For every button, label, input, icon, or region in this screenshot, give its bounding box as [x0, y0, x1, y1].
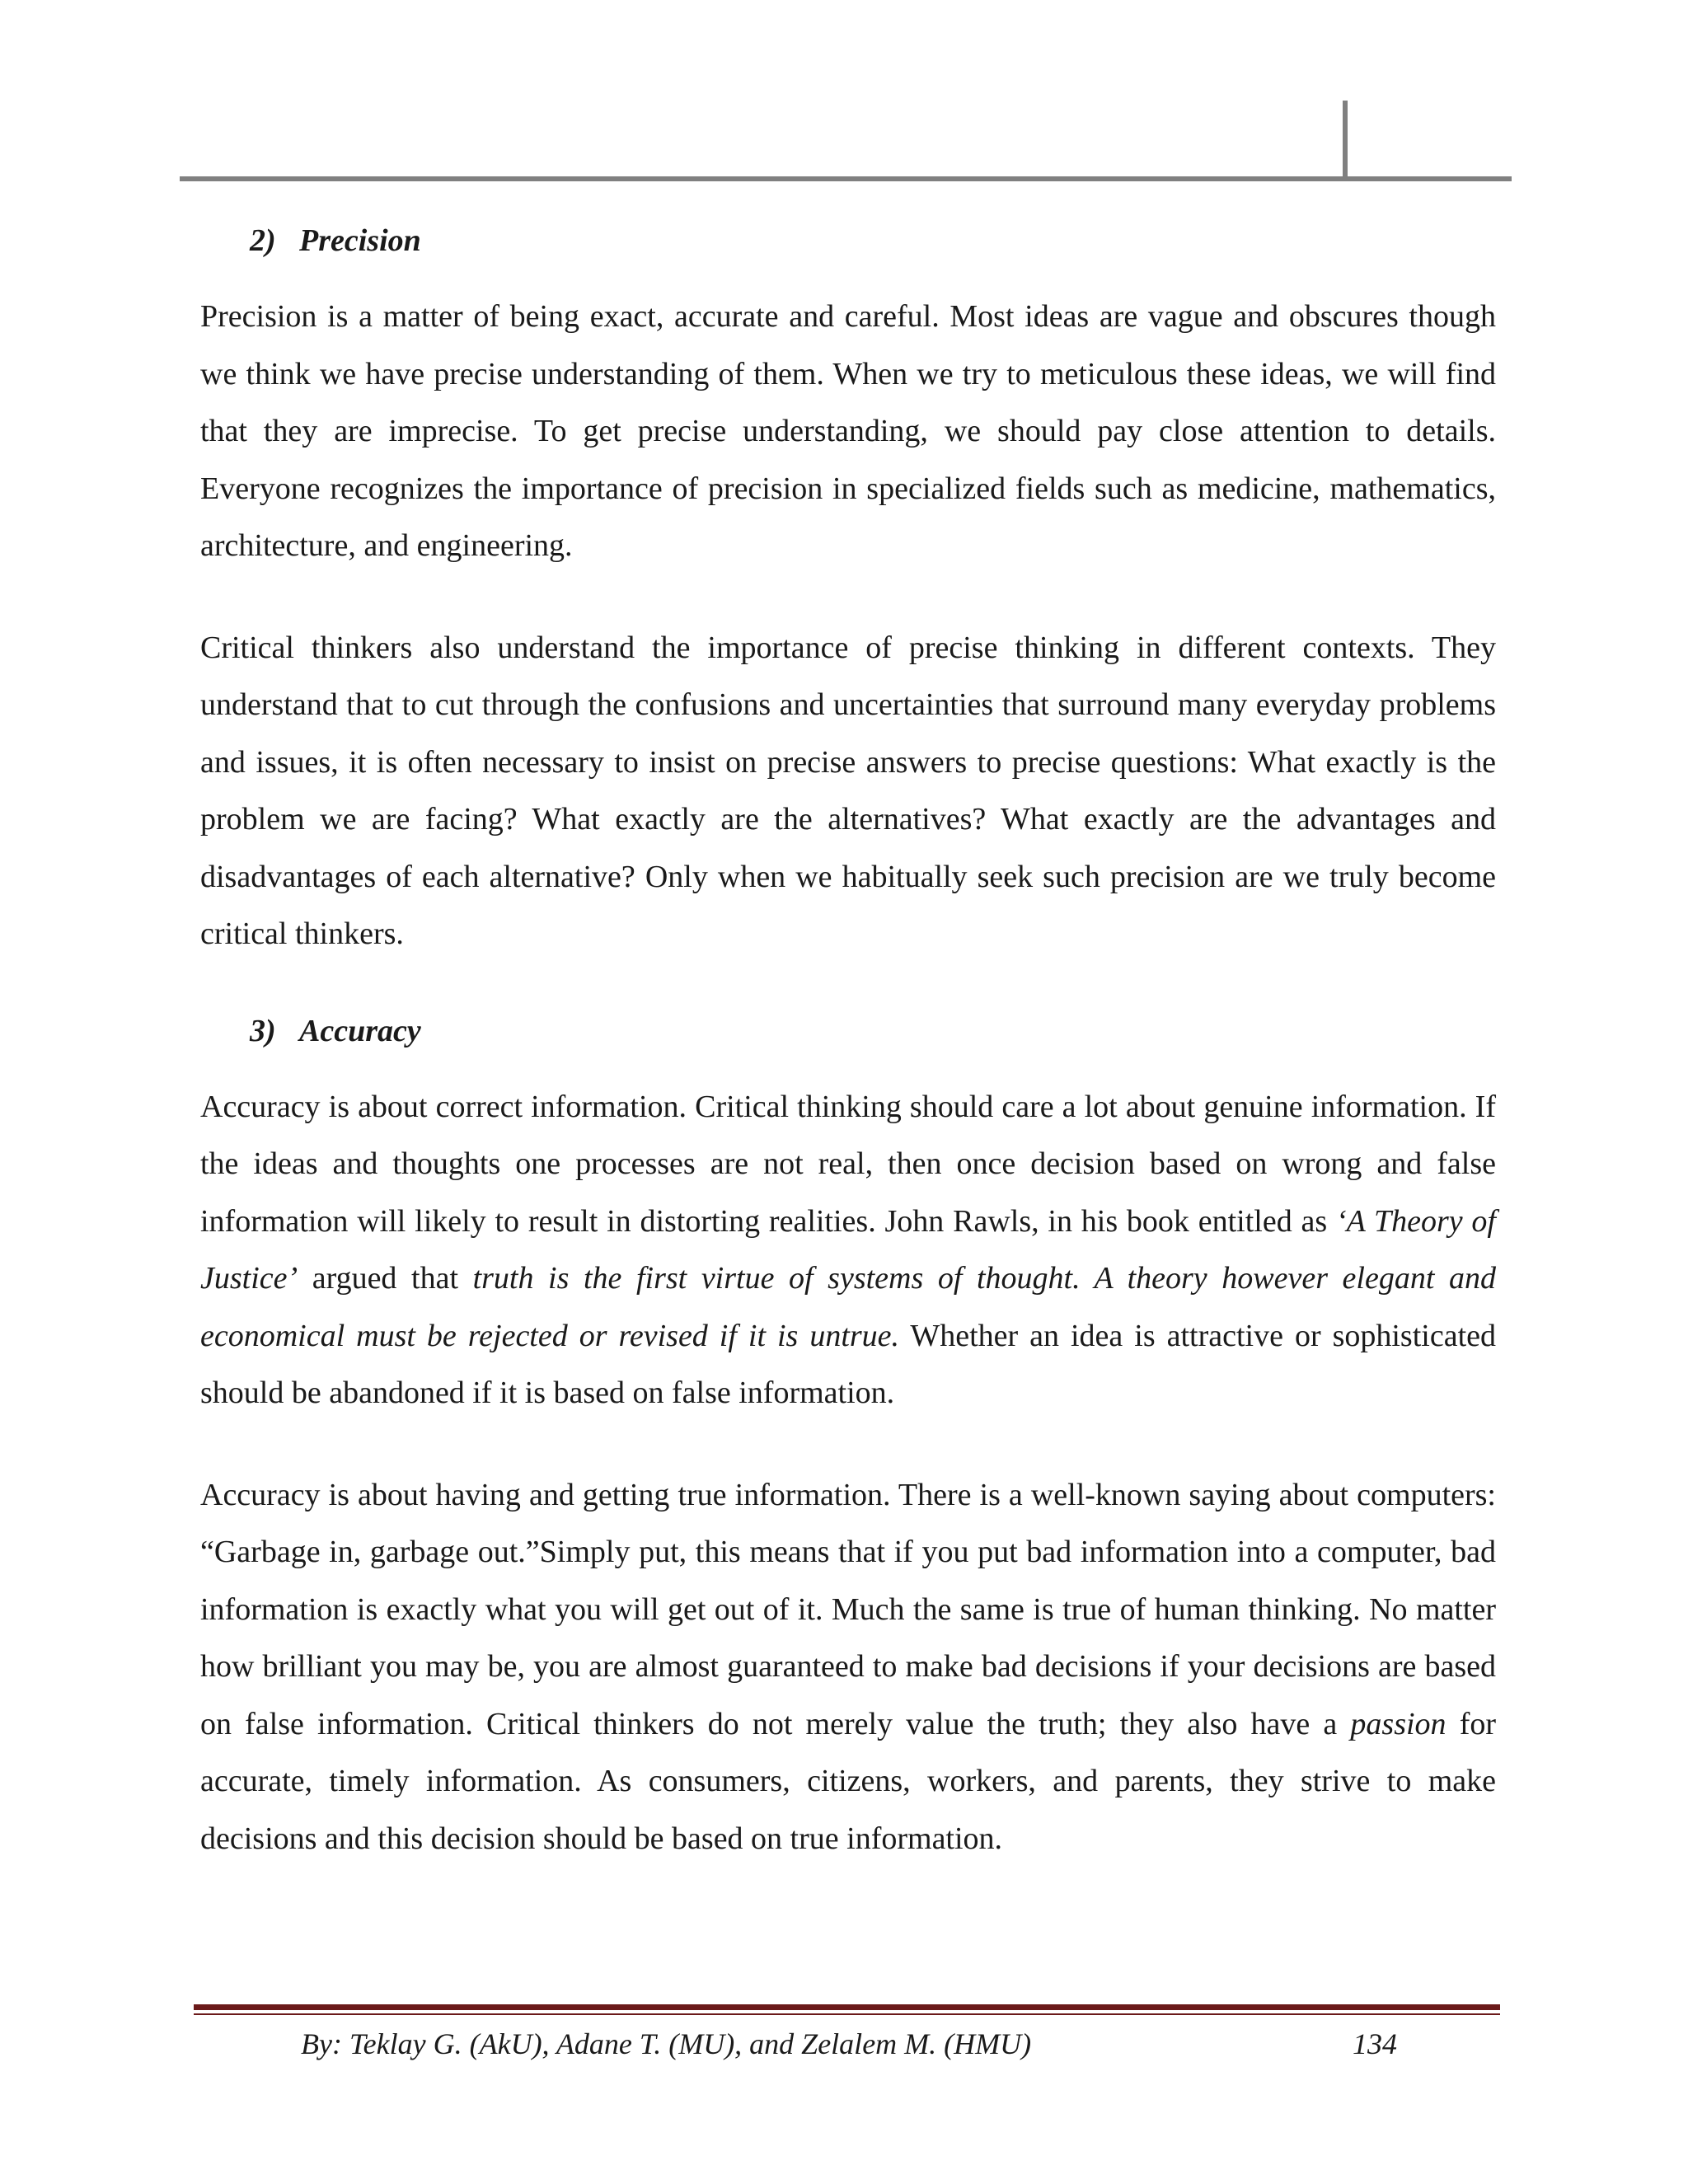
paragraph: Critical thinkers also understand the importance of precise thinking in different contexts. They understand that to cut through the confusions and uncertainties that surround many everyday problems and issues, it is often necessary to insist on precise answers to precise questions: What exactly is the problem we are facing? What exactly are the alternatives? What exactly are the advantages and disadvantages of each alternative? Only when we habitually seek such precision are we truly become critical thinkers.: [200, 630, 1496, 951]
paragraph: Precision is a matter of being exact, accurate and careful. Most ideas are vague and obscures though we think we have precise understanding of them. When we try to meticulous these ideas, we will find that they are imprecise. To get precise understanding, we should pay close attention to details. Everyone recognizes the importance of precision in specialized fields such as medicine, mathematics, architecture, and engineering.: [200, 299, 1496, 563]
page-content: [200, 211, 1496, 1868]
footer-rule-thin: [194, 2013, 1500, 2015]
emphasis: passion: [1350, 1706, 1447, 1741]
section-title: Precision: [299, 223, 421, 258]
section-number: 3): [250, 1013, 276, 1048]
quotation: truth is the first virtue of systems of thought. A theory however elegant and economical must be rejected or revised if it is untrue.: [200, 1261, 1496, 1353]
paragraph: [200, 1467, 1496, 1868]
footer-rule: [194, 2004, 1500, 2010]
section-heading-accuracy: [250, 1001, 1496, 1061]
page-footer: [301, 2021, 1397, 2067]
section-heading-precision: [250, 211, 1496, 270]
book-title: ‘A Theory of Justice’: [200, 1203, 1496, 1296]
text-run: Accuracy is about correct information. Critical thinking should care a lot about genuine information. If the ideas and thoughts one processes are not real, then once decision based on wrong and false information will likely to result in distorting realities. John Rawls, in his book entitled as: [200, 1089, 1496, 1239]
paragraph: [200, 1079, 1496, 1422]
text-run: for accurate, timely information. As consumers, citizens, workers, and parents, they strive to make decisions and this decision should be based on true information.: [200, 1706, 1497, 1856]
section-number: 2): [250, 223, 276, 258]
text-run: Whether an idea is attractive or sophisticated should be abandoned if it is based on false information.: [200, 1318, 1496, 1410]
page-number: 134: [1353, 2027, 1397, 2060]
header-tick: [1343, 101, 1348, 180]
header-rule: [180, 176, 1512, 181]
text-run: Accuracy is about having and getting true information. There is a well-known saying about computers: “Garbage in, garbage out.”Simply put, this means that if you put bad information into a computer, bad information is exactly what you will get out of it. Much the same is true of human thinking. No matter how brilliant you may be, you are almost guaranteed to make bad decisions if your decisions are based on false information. Critical thinkers do not merely value the truth; they also have a: [200, 1477, 1496, 1741]
section-title: Accuracy: [299, 1013, 421, 1048]
text-run: argued that: [298, 1261, 473, 1296]
footer-authors: By: Teklay G. (AkU), Adane T. (MU), and Zelalem M. (HMU): [301, 2027, 1032, 2060]
